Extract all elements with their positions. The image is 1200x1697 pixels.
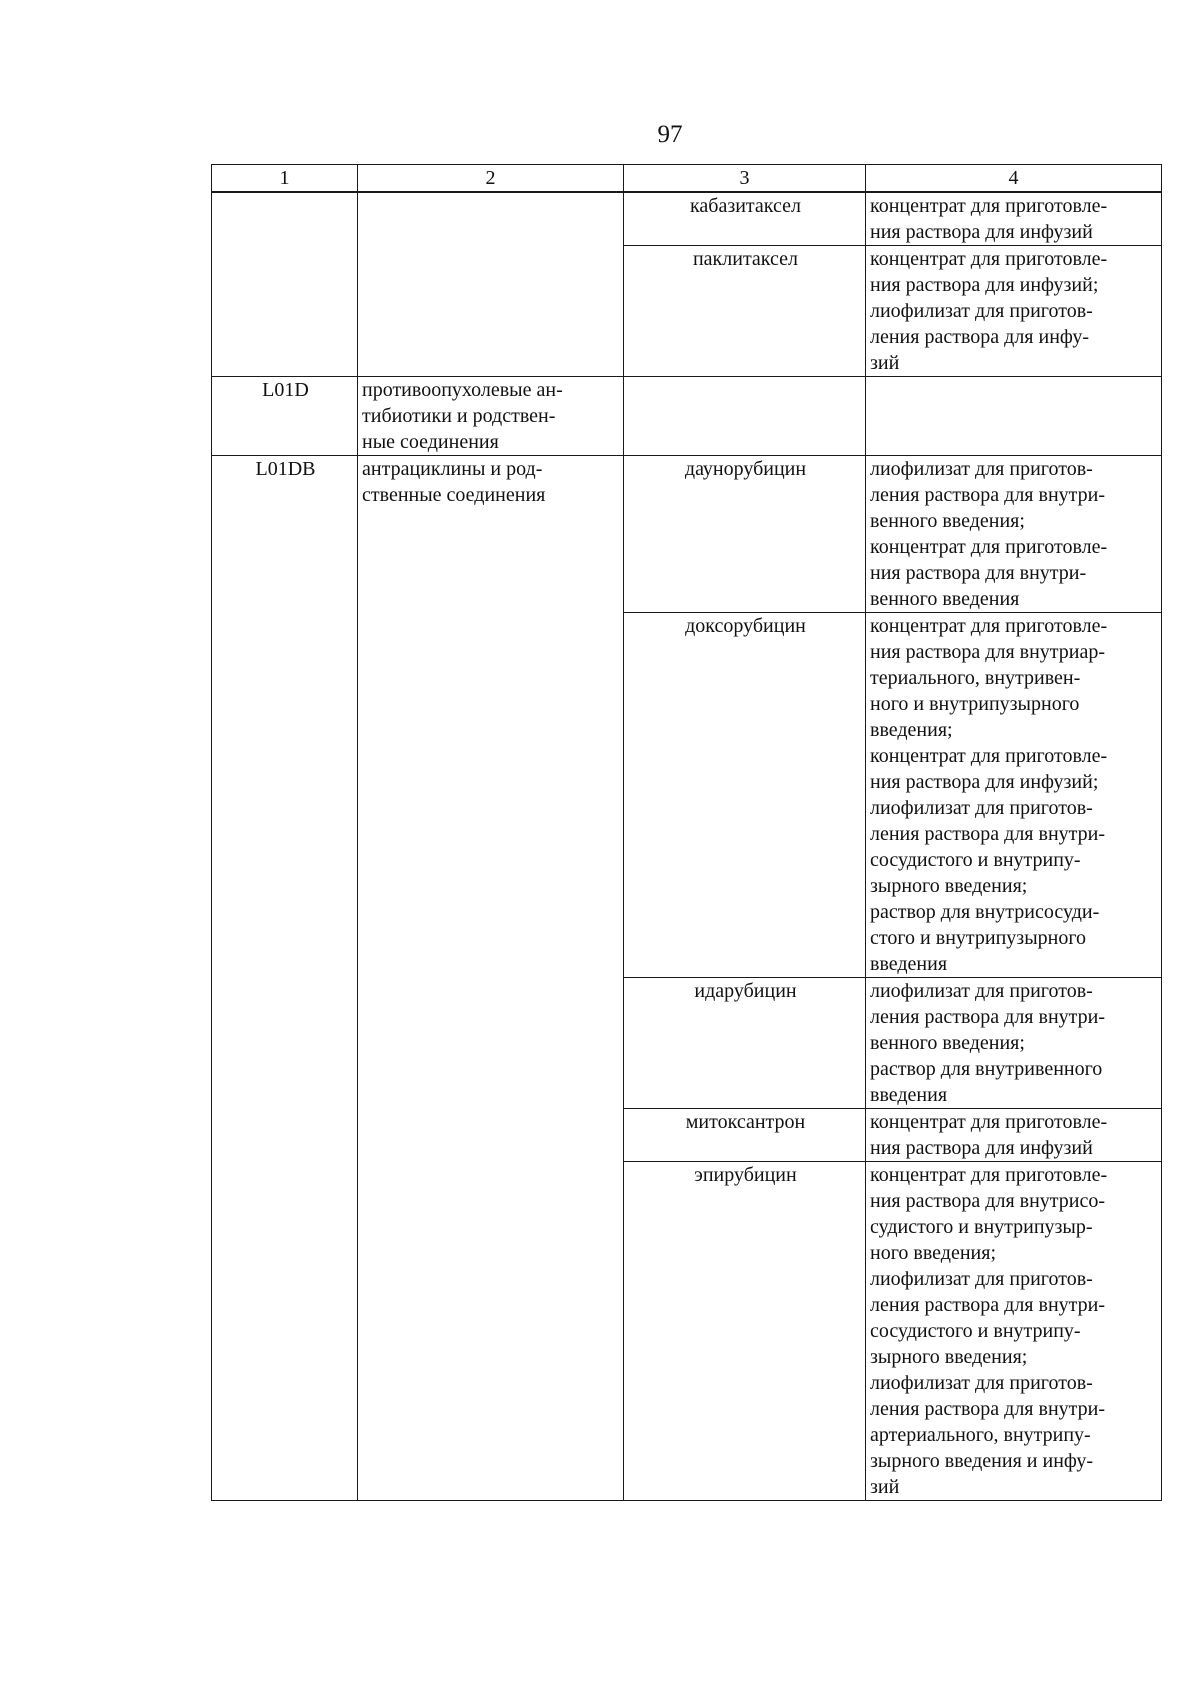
group-name-cell: противоопухолевые ан- тибиотики и родствен- ные соединения [358,377,624,456]
group-name-cell: антрациклины и род- ственные соединения [358,456,624,1501]
table-header-row [212,165,1162,193]
drug-name-cell: паклитаксел [624,246,866,377]
drug-name-cell: эпирубицин [624,1162,866,1501]
drug-name-cell: даунорубицин [624,456,866,613]
drug-name-cell: митоксантрон [624,1109,866,1162]
drug-name-cell [624,377,866,456]
drug-name-cell: кабазитаксел [624,192,866,246]
dosage-form-cell: концентрат для приготовле- ния раствора для инфузий [866,1109,1162,1162]
drug-name-cell: идарубицин [624,978,866,1109]
column-header-3: 3 [624,165,866,193]
atc-code-cell: L01DB [212,456,358,1501]
table-row [212,377,1162,456]
column-header-1: 1 [212,165,358,193]
group-name-cell [358,192,624,377]
dosage-form-cell: концентрат для приготовле- ния раствора для внутрисо- судистого и внутрипузыр- ного введения; лиофилизат для приготов- ления раствора для внутри- сосудистого и внутрипу- зырного введения; лиофилизат для приготов- ления раствора для внутри- артериального, внутрипу- зырного введения и инфу- зий [866,1162,1162,1501]
column-header-4: 4 [866,165,1162,193]
dosage-form-cell [866,377,1162,456]
page-number: 97 [657,121,683,148]
dosage-form-cell: концентрат для приготовле- ния раствора для внутриар- териального, внутривен- ного и внутрипузырного введения; концентрат для приготовле- ния раствора для инфузий; лиофилизат для приготов- ления раствора для внутри- сосудистого и внутрипу- зырного введения; раствор для внутрисосуди- стого и внутрипузырного введения [866,613,1162,978]
table-row [212,456,1162,613]
atc-code-cell: L01D [212,377,358,456]
dosage-form-cell: концентрат для приготовле- ния раствора для инфузий [866,192,1162,246]
dosage-form-cell: лиофилизат для приготов- ления раствора для внутри- венного введения; концентрат для приготовле- ния раствора для внутри- венного введения [866,456,1162,613]
atc-code-cell [212,192,358,377]
column-header-2: 2 [358,165,624,193]
drug-table [211,164,1162,1501]
dosage-form-cell: концентрат для приготовле- ния раствора для инфузий; лиофилизат для приготов- ления раствора для инфу- зий [866,246,1162,377]
table-row [212,192,1162,246]
drug-name-cell: доксорубицин [624,613,866,978]
dosage-form-cell: лиофилизат для приготов- ления раствора для внутри- венного введения; раствор для внутривенного введения [866,978,1162,1109]
